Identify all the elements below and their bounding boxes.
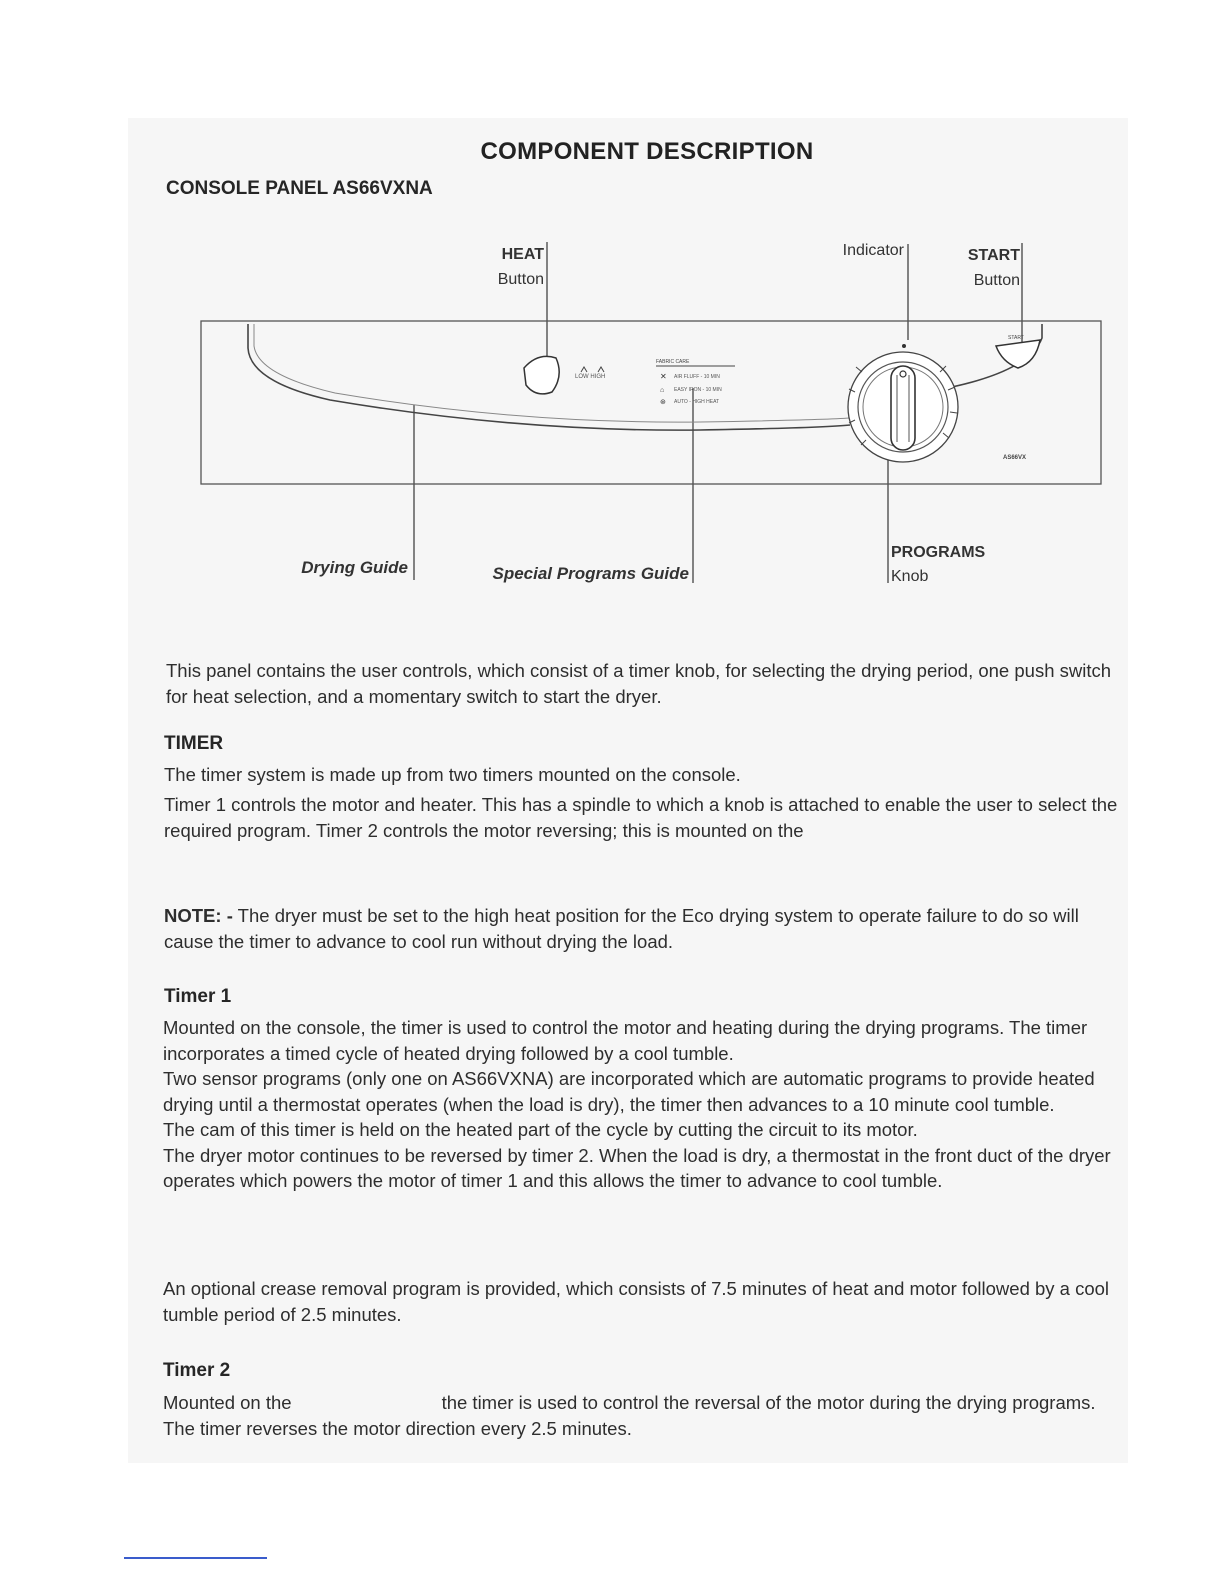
timer2-heading: Timer 2 (163, 1360, 231, 1381)
special-row-1: AIR FLUFF - 10 MIN (674, 374, 720, 380)
timer1-heading: Timer 1 (164, 986, 232, 1007)
note-text: The dryer must be set to the high heat position for the Eco drying system to operate failure to do so will cause the timer to advance to cool run without drying the load. (164, 905, 1079, 952)
timer-paragraph-2: Timer 1 controls the motor and heater. This has a spindle to which a knob is attached to enable the user to select the required program. Timer 2 controls the motor reversing; this is mounted on the (164, 794, 1118, 841)
svg-text:⊛: ⊛ (660, 399, 666, 406)
svg-text:✕: ✕ (660, 372, 667, 381)
page-title: COMPONENT DESCRIPTION (480, 138, 814, 165)
model-mark: AS66VX (1003, 455, 1027, 461)
programs-label: PROGRAMS (891, 544, 986, 561)
timer-paragraph-1: The timer system is made up from two timers mounted on the console. (164, 764, 741, 785)
indicator-dot (902, 344, 906, 348)
start-sub-label: Button (973, 272, 1020, 289)
heat-sub-label: Button (497, 271, 544, 288)
heat-button-shape (524, 356, 559, 394)
timer-heading: TIMER (164, 733, 224, 754)
start-button-shape (996, 340, 1040, 368)
programs-knob-grip (891, 366, 915, 450)
section-subtitle: CONSOLE PANEL AS66VXNA (166, 178, 433, 199)
timer1-line-1: Mounted on the console, the timer is used to control the motor and heating during the drying programs. The timer incorporates a timed cycle of heated drying followed by a cool tumble. (163, 1017, 1088, 1064)
console-panel-diagram (0, 0, 1224, 600)
note-key: NOTE: - (164, 905, 233, 926)
heat-options-mark: LOW HIGH (575, 374, 606, 380)
special-programs-guide-label: Special Programs Guide (492, 564, 689, 583)
timer1-line-4: The dryer motor continues to be reversed by timer 2. When the load is dry, a thermostat in the front duct of the dryer operates which powers the motor of timer 1 and this allows the timer to advance to cool tumble. (163, 1144, 1111, 1191)
start-label: START (967, 247, 1020, 264)
crease-paragraph: An optional crease removal program is provided, which consists of 7.5 minutes of heat and motor followed by a cool tumble period of 2.5 minutes. (163, 1278, 1110, 1325)
timer1-line-3: The cam of this timer is held on the heated part of the cycle by cutting the circuit to its motor. (163, 1119, 918, 1140)
svg-text:FABRIC CARE: FABRIC CARE (656, 359, 690, 365)
drying-guide-label: Drying Guide (301, 558, 408, 577)
note-paragraph (164, 903, 1124, 954)
intro-paragraph: This panel contains the user controls, which consist of a timer knob, for selecting the drying period, one push switch for heat selection, and a momentary switch to start the dryer. (166, 660, 1112, 707)
timer2-paragraph (163, 1390, 1123, 1441)
console-panel-outline (201, 321, 1101, 484)
programs-sub-label: Knob (891, 568, 929, 585)
timer1-text-block (163, 1015, 1125, 1194)
heat-label: HEAT (501, 246, 544, 263)
timer1-line-2: Two sensor programs (only one on AS66VXNA) are incorporated which are automatic programs to provide heated drying until a thermostat operates (when the load is dry), the timer then advances to a 10 minute cool tumble. (163, 1068, 1095, 1115)
timer2-text-b: the timer is used to control the reversal of the motor during the drying programs. The timer reverses the motor direction every 2.5 minutes. (163, 1392, 1096, 1439)
timer2-text-a: Mounted on the (163, 1392, 292, 1413)
svg-text:⌂: ⌂ (660, 387, 665, 394)
footnote-rule (124, 1557, 267, 1559)
indicator-label: Indicator (842, 242, 904, 259)
start-mark: START (1008, 335, 1024, 341)
special-row-2: EASY IRON - 10 MIN (674, 387, 722, 393)
special-row-3: AUTO - HIGH HEAT (674, 399, 720, 405)
